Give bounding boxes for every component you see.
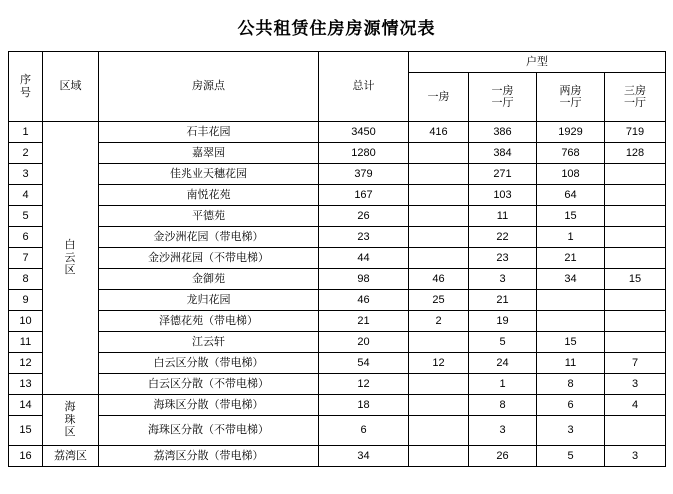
cell-seq: 8 (9, 269, 43, 290)
cell-seq: 10 (9, 311, 43, 332)
header-housetype-group: 户型 (409, 52, 666, 73)
cell-t2: 24 (469, 353, 537, 374)
cell-t3: 8 (537, 374, 605, 395)
cell-t4 (605, 311, 666, 332)
cell-t2: 22 (469, 227, 537, 248)
cell-t2: 11 (469, 206, 537, 227)
cell-t4 (605, 206, 666, 227)
cell-t3: 21 (537, 248, 605, 269)
header-type-3fang1ting: 三房 一厅 (605, 73, 666, 122)
cell-t1 (409, 446, 469, 467)
cell-total: 167 (319, 185, 409, 206)
cell-total: 18 (319, 395, 409, 416)
cell-seq: 13 (9, 374, 43, 395)
cell-t1 (409, 164, 469, 185)
cell-t4 (605, 290, 666, 311)
cell-seq: 2 (9, 143, 43, 164)
cell-seq: 9 (9, 290, 43, 311)
table-row (9, 206, 666, 227)
cell-t2: 23 (469, 248, 537, 269)
cell-t2: 8 (469, 395, 537, 416)
cell-t2: 103 (469, 185, 537, 206)
cell-t3: 6 (537, 395, 605, 416)
table-row (9, 353, 666, 374)
cell-total: 20 (319, 332, 409, 353)
cell-seq: 14 (9, 395, 43, 416)
cell-t3 (537, 290, 605, 311)
cell-t1: 416 (409, 122, 469, 143)
cell-total: 379 (319, 164, 409, 185)
cell-t1 (409, 227, 469, 248)
cell-point: 荔湾区分散（带电梯） (99, 446, 319, 467)
cell-point: 金御苑 (99, 269, 319, 290)
cell-t4: 15 (605, 269, 666, 290)
cell-t3: 108 (537, 164, 605, 185)
cell-t1: 46 (409, 269, 469, 290)
cell-total: 12 (319, 374, 409, 395)
cell-region-baiyun: 白 云 区 (43, 122, 99, 395)
cell-seq: 3 (9, 164, 43, 185)
cell-seq: 6 (9, 227, 43, 248)
table-header-group-row (9, 52, 666, 73)
cell-t1: 25 (409, 290, 469, 311)
page-title: 公共租赁住房房源情况表 (237, 19, 436, 38)
cell-t2: 26 (469, 446, 537, 467)
housing-source-table (8, 51, 666, 467)
cell-t3: 5 (537, 446, 605, 467)
cell-t2: 1 (469, 374, 537, 395)
cell-total: 23 (319, 227, 409, 248)
table-row (9, 290, 666, 311)
table-row (9, 332, 666, 353)
cell-point: 海珠区分散（不带电梯） (99, 416, 319, 446)
cell-t3: 1 (537, 227, 605, 248)
cell-t2: 5 (469, 332, 537, 353)
header-point: 房源点 (99, 52, 319, 122)
cell-t4: 3 (605, 374, 666, 395)
table-row (9, 446, 666, 467)
cell-point: 南悦花苑 (99, 185, 319, 206)
cell-t4: 4 (605, 395, 666, 416)
cell-seq: 16 (9, 446, 43, 467)
cell-t4 (605, 227, 666, 248)
cell-t2: 384 (469, 143, 537, 164)
cell-point: 嘉翠园 (99, 143, 319, 164)
cell-point: 白云区分散（带电梯） (99, 353, 319, 374)
cell-t3: 3 (537, 416, 605, 446)
cell-t1: 2 (409, 311, 469, 332)
cell-t3: 15 (537, 332, 605, 353)
cell-total: 44 (319, 248, 409, 269)
cell-point: 石丰花园 (99, 122, 319, 143)
cell-t1 (409, 248, 469, 269)
cell-point: 龙归花园 (99, 290, 319, 311)
cell-region-haizhu: 海 珠 区 (43, 395, 99, 446)
table-row (9, 164, 666, 185)
cell-total: 21 (319, 311, 409, 332)
cell-t1 (409, 206, 469, 227)
cell-t4: 719 (605, 122, 666, 143)
cell-seq: 1 (9, 122, 43, 143)
cell-seq: 5 (9, 206, 43, 227)
table-row (9, 269, 666, 290)
table-row (9, 122, 666, 143)
cell-t4 (605, 416, 666, 446)
cell-total: 98 (319, 269, 409, 290)
table-row (9, 395, 666, 416)
cell-t1 (409, 185, 469, 206)
cell-t4: 128 (605, 143, 666, 164)
cell-t3 (537, 311, 605, 332)
cell-t4 (605, 185, 666, 206)
cell-total: 54 (319, 353, 409, 374)
cell-point: 佳兆业天穗花园 (99, 164, 319, 185)
cell-t2: 3 (469, 269, 537, 290)
table-row (9, 227, 666, 248)
header-region: 区域 (43, 52, 99, 122)
cell-t3: 34 (537, 269, 605, 290)
table-row (9, 311, 666, 332)
cell-point: 金沙洲花园（带电梯） (99, 227, 319, 248)
header-type-2fang1ting: 两房 一厅 (537, 73, 605, 122)
cell-seq: 4 (9, 185, 43, 206)
cell-t1 (409, 143, 469, 164)
cell-point: 白云区分散（不带电梯） (99, 374, 319, 395)
cell-total: 26 (319, 206, 409, 227)
cell-t4 (605, 164, 666, 185)
cell-t1 (409, 374, 469, 395)
table-row (9, 374, 666, 395)
cell-point: 江云轩 (99, 332, 319, 353)
cell-t2: 386 (469, 122, 537, 143)
cell-total: 1280 (319, 143, 409, 164)
cell-t1 (409, 395, 469, 416)
cell-t3: 64 (537, 185, 605, 206)
cell-t2: 19 (469, 311, 537, 332)
header-type-1fang: 一房 (409, 73, 469, 122)
cell-t4 (605, 248, 666, 269)
table-row (9, 143, 666, 164)
cell-t4: 7 (605, 353, 666, 374)
cell-seq: 15 (9, 416, 43, 446)
cell-t2: 271 (469, 164, 537, 185)
cell-t3: 768 (537, 143, 605, 164)
header-seq: 序 号 (9, 52, 43, 122)
cell-total: 6 (319, 416, 409, 446)
cell-seq: 7 (9, 248, 43, 269)
cell-seq: 11 (9, 332, 43, 353)
cell-point: 平德苑 (99, 206, 319, 227)
cell-point: 海珠区分散（带电梯） (99, 395, 319, 416)
cell-point: 金沙洲花园（不带电梯） (99, 248, 319, 269)
cell-total: 46 (319, 290, 409, 311)
cell-t1 (409, 416, 469, 446)
table-row (9, 185, 666, 206)
cell-t3: 1929 (537, 122, 605, 143)
cell-seq: 12 (9, 353, 43, 374)
cell-t3: 11 (537, 353, 605, 374)
cell-t1 (409, 332, 469, 353)
cell-point: 泽德花苑（带电梯） (99, 311, 319, 332)
table-row (9, 248, 666, 269)
cell-total: 34 (319, 446, 409, 467)
table-row (9, 416, 666, 446)
header-type-1fang1ting: 一房 一厅 (469, 73, 537, 122)
cell-t2: 3 (469, 416, 537, 446)
cell-t4 (605, 332, 666, 353)
cell-t4: 3 (605, 446, 666, 467)
cell-total: 3450 (319, 122, 409, 143)
cell-t2: 21 (469, 290, 537, 311)
header-total: 总计 (319, 52, 409, 122)
cell-t1: 12 (409, 353, 469, 374)
cell-region-liwan: 荔湾区 (43, 446, 99, 467)
cell-t3: 15 (537, 206, 605, 227)
